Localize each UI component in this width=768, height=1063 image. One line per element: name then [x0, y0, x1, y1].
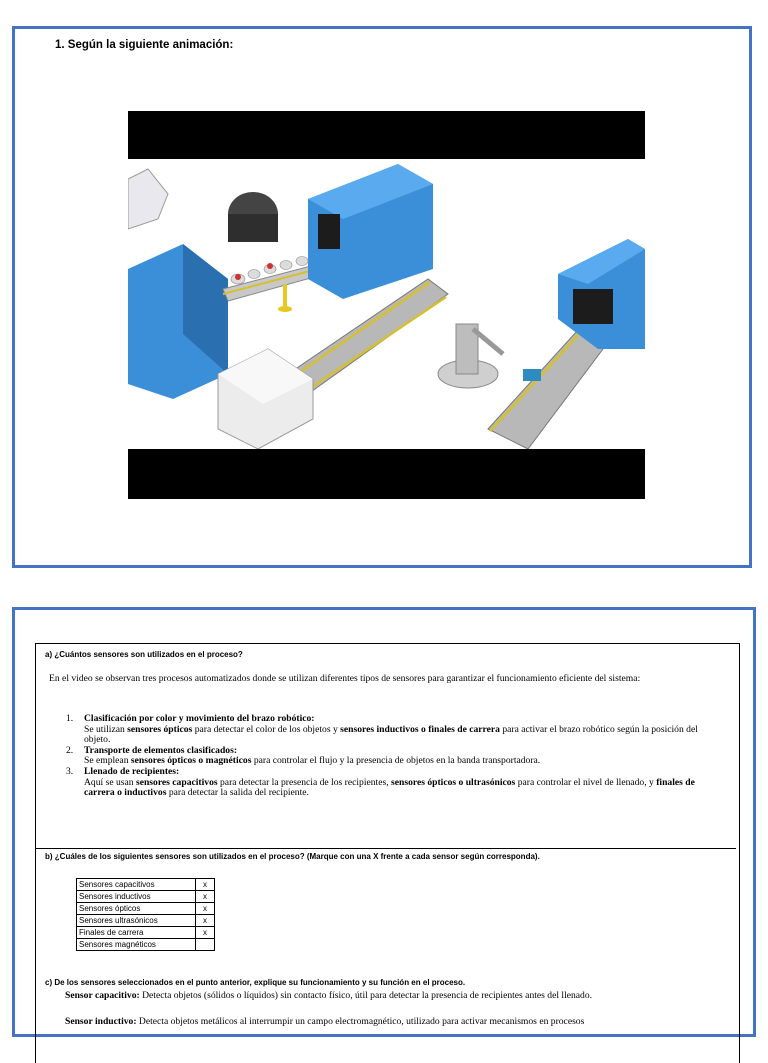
- process-item: 3. Llenado de recipientes: Aquí se usan sensores capacitivos para detectar la presencia de los recipientes, sensores ópticos o ultrasónicos para controlar el nivel de llenado, y finales de carrera o inductivos para detectar la salida del recipiente.: [66, 765, 695, 799]
- answer-capacitive-sensor: Sensor capacitivo: Detecta objetos (sólidos o líquidos) sin contacto físico, útil para detectar la presencia de recipientes antes del llenado.: [65, 990, 593, 1001]
- question-a-intro: En el video se observan tres procesos automatizados donde se utilizan diferentes tipos de sensores para garantizar el funcionamiento eficiente del sistema:: [49, 673, 641, 684]
- process-heading: Clasificación por color y movimiento del brazo robótico:: [84, 713, 315, 724]
- table-row: Sensores ultrasónicos x: [77, 915, 215, 927]
- answer-box: [35, 643, 740, 1063]
- check-cell[interactable]: x: [196, 891, 215, 903]
- process-item: 1. Clasificación por color y movimiento del brazo robótico: Se utilizan sensores ópticos para detectar el color de los objetos y sensores inductivos o finales de carrera para activar el brazo robótico según la posición del objeto.: [66, 713, 698, 746]
- process-list: [66, 714, 726, 799]
- table-row: Finales de carrera x: [77, 927, 215, 939]
- check-cell[interactable]: x: [196, 903, 215, 915]
- table-row: Sensores capacitivos x: [77, 879, 215, 891]
- process-item: 2. Transporte de elementos clasificados: Se emplean sensores ópticos o magnéticos para controlar el flujo y la presencia de objetos en la banda transportadora.: [66, 744, 541, 767]
- document-page-2: [12, 607, 756, 1037]
- process-heading: Llenado de recipientes:: [84, 765, 180, 777]
- check-cell[interactable]: x: [196, 927, 215, 939]
- table-row: Sensores magnéticos: [77, 939, 215, 951]
- check-cell[interactable]: [196, 939, 215, 951]
- question-1-title: 1. Según la siguiente animación:: [55, 39, 234, 51]
- animation-video[interactable]: [128, 111, 645, 499]
- document-page-1: [12, 26, 752, 568]
- answer-label: Sensor inductivo:: [65, 1016, 137, 1027]
- question-a-title: a) ¿Cuántos sensores son utilizados en el proceso?: [45, 650, 243, 659]
- table-row: Sensores inductivos x: [77, 891, 215, 903]
- answer-inductive-sensor: Sensor inductivo: Detecta objetos metálicos al interrumpir un campo electromagnético, utilizado para activar mecanismos en procesos: [65, 1016, 585, 1027]
- check-cell[interactable]: x: [196, 915, 215, 927]
- question-b-title: b) ¿Cuáles de los siguientes sensores son utilizados en el proceso? (Marque con una X frente a cada sensor según corresponda).: [45, 852, 540, 861]
- table-row: Sensores ópticos x: [77, 903, 215, 915]
- question-c-title: c) De los sensores seleccionados en el punto anterior, explique su funcionamiento y su función en el proceso.: [45, 978, 466, 987]
- sensor-checklist-table: [76, 878, 215, 951]
- factory-animation-frame: [128, 159, 645, 449]
- check-cell[interactable]: x: [196, 879, 215, 891]
- process-heading: Transporte de elementos clasificados:: [84, 744, 238, 756]
- answer-label: Sensor capacitivo:: [65, 990, 140, 1001]
- section-divider: [36, 848, 736, 849]
